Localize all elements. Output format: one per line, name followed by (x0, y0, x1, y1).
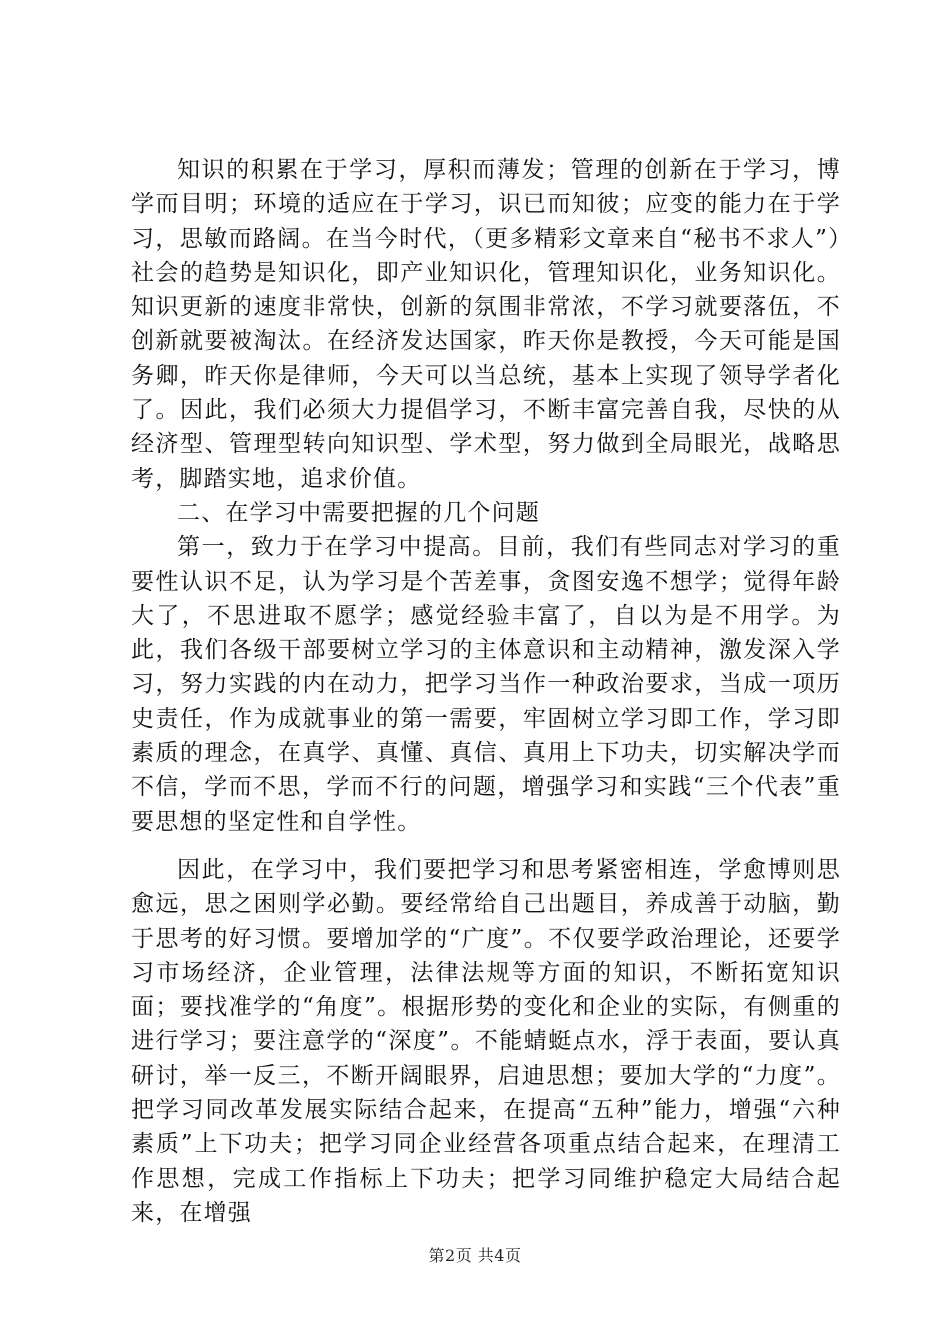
section-heading: 二、在学习中需要把握的几个问题 (177, 499, 540, 526)
body-text-lower (131, 853, 841, 1230)
paragraph-therefore: 因此，在学习中，我们要把学习和思考紧密相连，学愈博则思愈远，思之困则学必勤。要经常给自己出题目，养成善于动脑，勤于思考的好习惯。要增加学的“广度”。不仅要学政治理论，还要学习市场经济，企业管理，法律法规等方面的知识，不断拓宽知识面；要找准学的“角度”。根据形势的变化和企业的实际，有侧重的进行学习；要注意学的“深度”。不能蜻蜓点水，浮于表面，要认真研讨，举一反三，不断开阔眼界，启迪思想；要加大学的“力度”。把学习同改革发展实际结合起来，在提高“五种”能力，增强“六种素质”上下功夫；把学习同企业经营各项重点结合起来，在理清工作思想，完成工作指标上下功夫；把学习同维护稳定大局结合起来，在增强 (131, 857, 841, 1226)
paragraph-knowledge: 知识的积累在于学习，厚积而薄发；管理的创新在于学习，博学而目明；环境的适应在于学习，识已而知彼；应变的能力在于学习，思敏而路阔。在当今时代，（更多精彩文章来自“秘书不求人”）社会的趋势是知识化，即产业知识化，管理知识化，业务知识化。知识更新的速度非常快，创新的氛围非常浓，不学习就要落伍，不创新就要被淘汰。在经济发达国家，昨天你是教授，今天可能是国务卿，昨天你是律师，今天可以当总统，基本上实现了领导学者化了。因此，我们必须大力提倡学习，不断丰富完善自我，尽快的从经济型、管理型转向知识型、学术型，努力做到全局眼光，战略思考，脚踏实地，追求价值。 (131, 157, 841, 492)
paragraph-first-point: 第一，致力于在学习中提高。目前，我们有些同志对学习的重要性认识不足，认为学习是个苦差事，贪图安逸不想学；觉得年龄大了，不思进取不愿学；感觉经验丰富了，自以为是不用学。为此，我们各级干部要树立学习的主体意识和主动精神，激发深入学习，努力实践的内在动力，把学习当作一种政治要求，当成一项历史责任，作为成就事业的第一需要，牢固树立学习即工作，学习即素质的理念，在真学、真懂、真信、真用上下功夫，切实解决学而不信，学而不思，学而不行的问题，增强学习和实践“三个代表”重要思想的坚定性和自学性。 (131, 534, 841, 835)
page-footer: 第2页 共4页 (428, 1246, 522, 1265)
body-text-upper (131, 153, 841, 839)
